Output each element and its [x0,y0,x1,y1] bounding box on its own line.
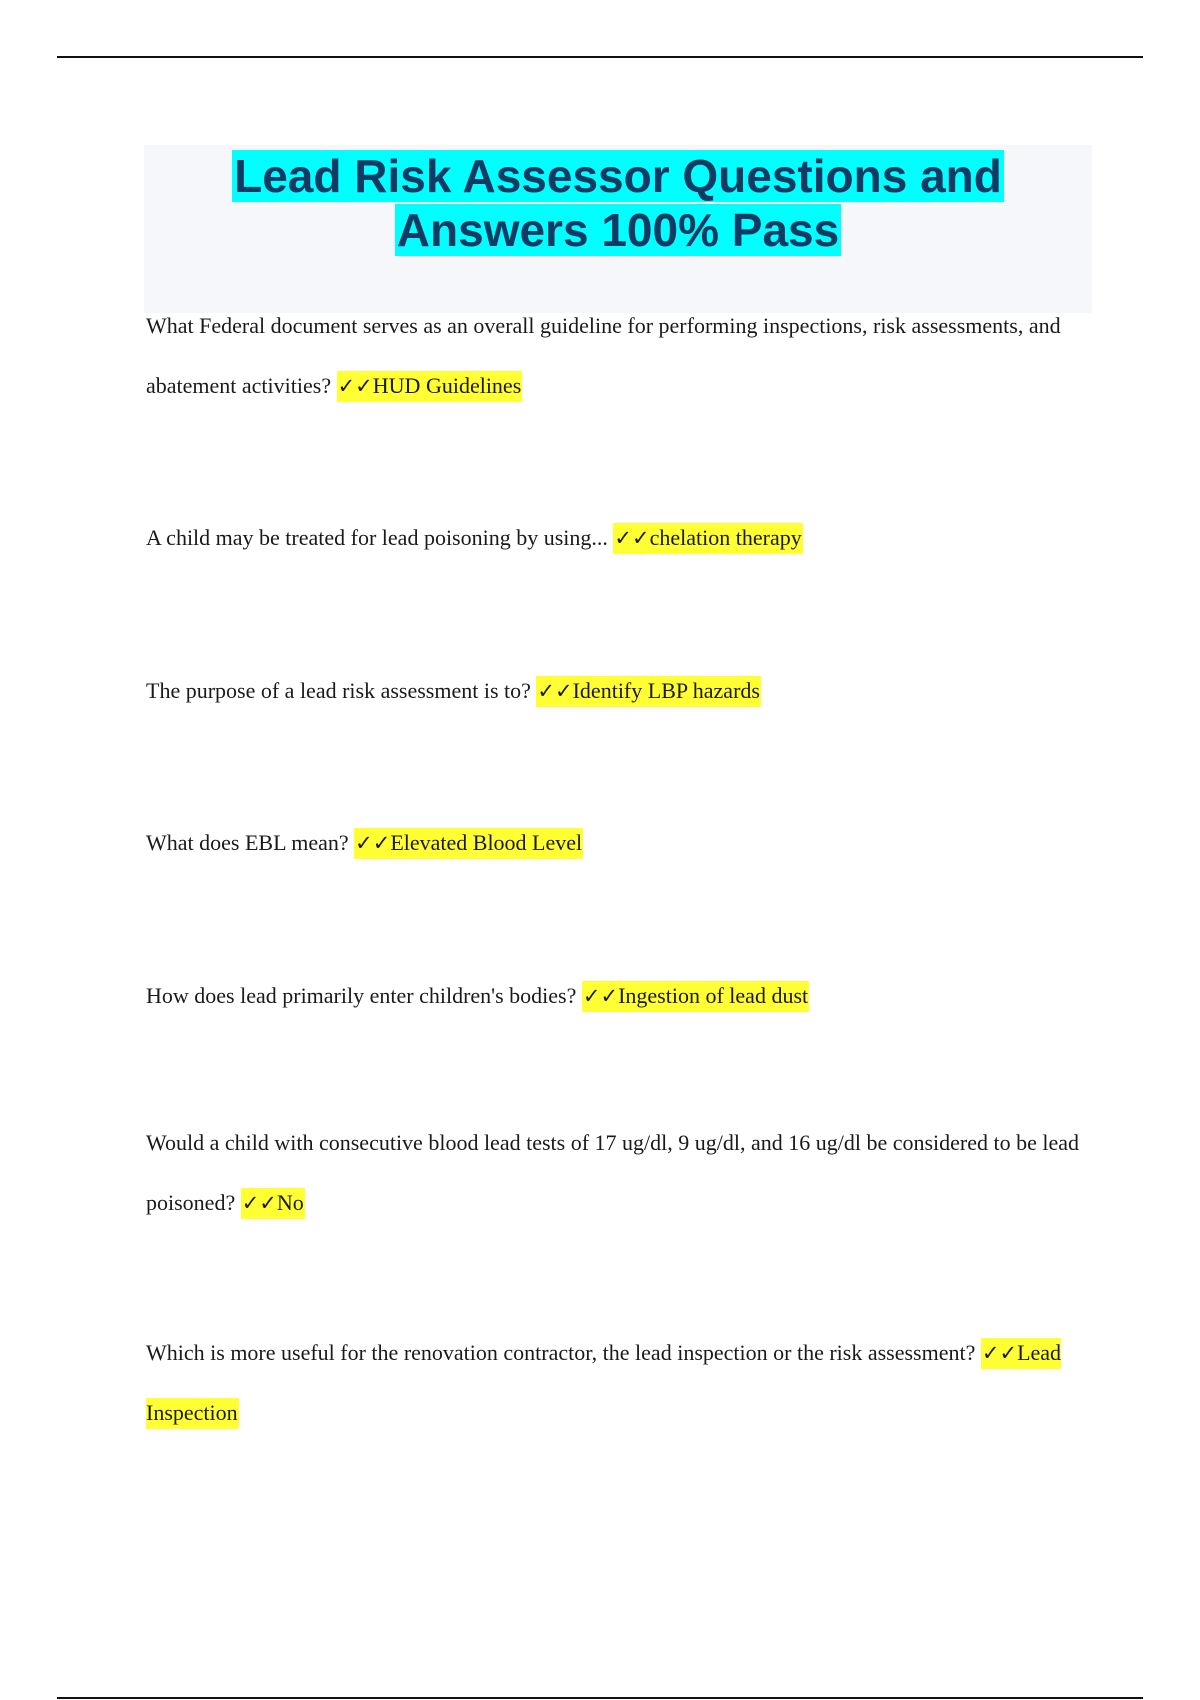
answer-text: No [276,1190,304,1215]
question-text: How does lead primarily enter children's bodies? [146,983,577,1008]
answer-text: HUD Guidelines [372,373,522,398]
double-check-icon: ✓✓ [241,1191,277,1215]
title-line-1: Lead Risk Assessor Questions and [234,150,1002,202]
double-check-icon: ✓✓ [537,679,573,703]
question-text: The purpose of a lead risk assessment is to? [146,678,531,703]
answer-highlight [354,828,583,859]
answer-highlight [613,523,802,554]
double-check-icon: ✓✓ [981,1341,1018,1365]
question-text: Would a child with consecutive blood lead tests of 17 ug/dl, 9 ug/dl, and 16 ug/dl be considered to be lead poisoned? [146,1130,1080,1215]
double-check-icon: ✓✓ [614,526,650,550]
answer-text: Ingestion of lead dust [618,983,809,1008]
qa-item-3 [146,661,1106,721]
answer-highlight [241,1188,305,1219]
answer-highlight [582,981,809,1012]
answer-text: Identify LBP hazards [572,678,760,703]
question-text: Which is more useful for the renovation contractor, the lead inspection or the risk assessment? [146,1340,976,1365]
answer-highlight [337,371,523,402]
qa-item-2 [146,508,1106,568]
double-check-icon: ✓✓ [337,374,373,398]
header-rule [57,56,1143,58]
question-text: What does EBL mean? [146,830,349,855]
double-check-icon: ✓✓ [582,984,619,1008]
document-title [144,145,1092,257]
answer-text: Lead Inspection [146,1340,1062,1425]
answer-text: chelation therapy [649,525,802,550]
qa-item-7 [146,1323,1106,1443]
footer-rule [57,1697,1143,1699]
double-check-icon: ✓✓ [355,831,391,855]
title-block [144,145,1092,313]
question-text: A child may be treated for lead poisoning by using... [146,525,608,550]
question-text: What Federal document serves as an overall guideline for performing inspections, risk assessments, and abatement activities? [146,313,1061,398]
qa-item-1 [146,296,1106,416]
answer-highlight [536,676,761,707]
qa-item-6 [146,1113,1106,1233]
qa-item-4 [146,813,1106,873]
answer-text: Elevated Blood Level [390,830,583,855]
qa-item-5 [146,966,1106,1026]
title-line-2: Answers 100% Pass [396,204,840,256]
